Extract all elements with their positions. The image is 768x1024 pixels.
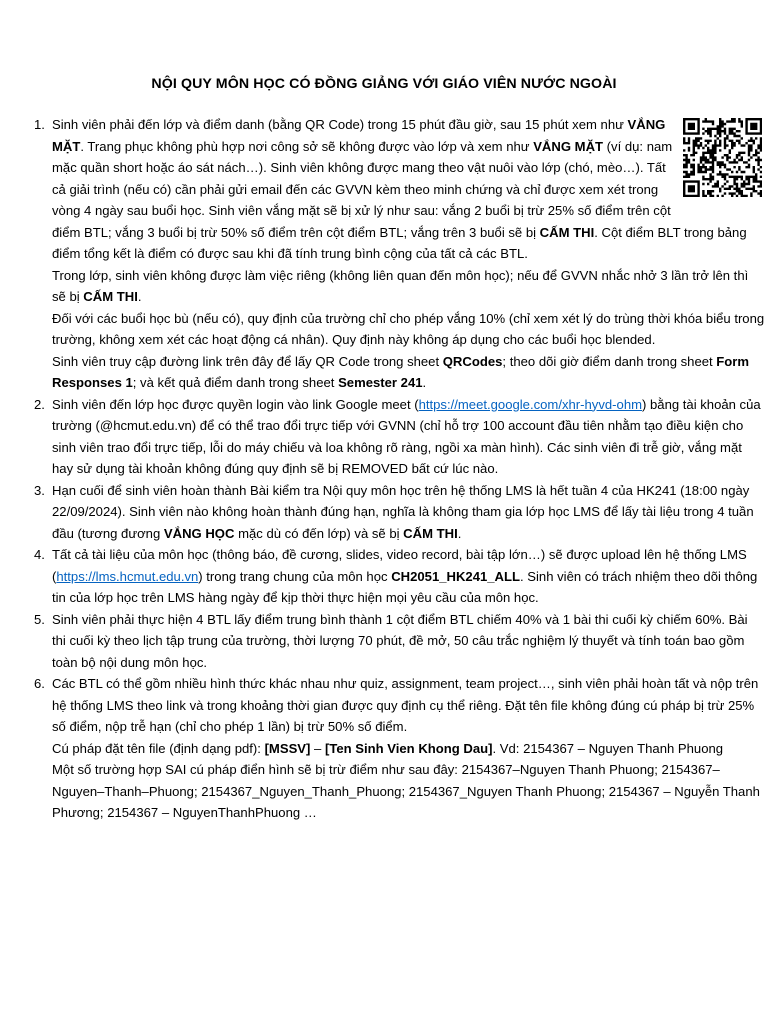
page-title: NỘI QUY MÔN HỌC CÓ ĐỒNG GIẢNG VỚI GIÁO VIÊN NƯỚC NGOÀI bbox=[151, 76, 617, 92]
text-run: – bbox=[310, 740, 325, 756]
bold-text: [Ten Sinh Vien Khong Dau] bbox=[324, 740, 493, 756]
rule-paragraph bbox=[52, 394, 765, 480]
text-run: Trong lớp, sinh viên không được làm việc riêng (không liên quan đến môn học); nếu để GVVN nhắc nhở 3 lần trở lên thì sẽ bị bbox=[52, 267, 749, 304]
text-run: Đối với các buổi học bù (nếu có), quy định của trường chỉ cho phép vắng 10% (chỉ xem xét lý do trùng thời khóa biểu trong trường, không xem xét các hoạt động cá nhân). Quy định này không áp dụng cho các buổi học blended. bbox=[52, 310, 765, 347]
bold-text: CH2051_HK241_ALL bbox=[391, 568, 521, 584]
qr-code[interactable] bbox=[683, 118, 763, 221]
text-run: . bbox=[457, 525, 462, 541]
bold-text: VẮNG MẶT bbox=[533, 138, 604, 154]
bold-text: CẤM THI bbox=[83, 289, 138, 304]
text-run: Tất cả tài liệu của môn học (thông báo, đề cương, slides, video record, bài tập lớn…) sẽ được upload lên hệ thống LMS ( bbox=[52, 547, 747, 584]
rule-paragraph bbox=[52, 351, 765, 394]
rule-number: 5. bbox=[34, 611, 45, 627]
rule-item bbox=[30, 609, 765, 674]
text-run: ; và kết quả điểm danh trong sheet bbox=[132, 375, 339, 390]
text-run: . bbox=[137, 289, 142, 304]
rule-item bbox=[30, 544, 765, 609]
rule-item bbox=[30, 673, 765, 824]
bold-text: [MSSV] bbox=[264, 740, 311, 756]
bold-text: CẤM THI bbox=[539, 224, 595, 240]
text-run: ; theo dõi giờ điểm danh trong sheet bbox=[502, 353, 717, 369]
rules-list bbox=[30, 114, 765, 824]
rule-paragraph bbox=[52, 308, 765, 351]
text-run: ) bằng tài khoản của trường (@hcmut.edu.vn) để có thể trao đổi trực tiếp với GVNN (chỉ hỗ trợ 100 account đầu tiên nhằm tạo điều kiện cho sinh viên trao đổi trực tiếp, lỗi do máy chiếu và loa không rõ ràng, ngồi xa màn hình). Các sinh viên đi trễ giờ, vắng mặt hay sử dụng tài khoản không đúng quy định sẽ bị REMOVED bất cứ lúc nào. bbox=[52, 396, 761, 476]
bold-text: CẤM THI bbox=[403, 525, 458, 541]
rule-number: 2. bbox=[34, 396, 45, 412]
rule-number: 6. bbox=[34, 676, 45, 691]
text-run: Sinh viên phải đến lớp và điểm danh (bằng QR Code) trong 15 phút đầu giờ, sau 15 phút xem như bbox=[52, 117, 628, 132]
bold-text: VẮNG MẶT bbox=[52, 117, 666, 154]
rule-paragraph bbox=[52, 609, 765, 674]
text-run: Một số trường hợp SAI cú pháp điển hình sẽ bị trừ điểm như sau đây: 2154367–Nguyen Thanh Phuong; 2154367–Nguyen–Thanh–Phuong; 2154367_Nguyen_Thanh_Phuong; 2154367_Nguyen Thanh Phuong; 2154367 – Nguyễn Thanh Phương; 2154367 – NguyenThanhPhuong … bbox=[52, 762, 760, 820]
rule-number: 1. bbox=[34, 117, 45, 132]
text-run: Sinh viên truy cập đường link trên đây để lấy QR Code trong sheet bbox=[52, 353, 443, 369]
rule-paragraph bbox=[52, 114, 765, 265]
text-run: Các BTL có thể gồm nhiều hình thức khác nhau như quiz, assignment, team project…, sinh viên phải hoàn tất và nộp trên hệ thống LMS theo link và trong khoảng thời gian được quy định cụ thể riêng. Đặt tên file không đúng cú pháp bị trừ 25% số điểm, nộp trễ hạn (chỉ cho phép 1 lần) bị trừ 50% số điểm. bbox=[52, 676, 759, 734]
bold-text: Semester 241 bbox=[338, 375, 423, 390]
text-run: Sinh viên đến lớp học được quyền login vào link Google meet ( bbox=[52, 396, 419, 412]
rule-paragraph bbox=[52, 480, 765, 545]
rule-number: 4. bbox=[34, 547, 45, 562]
text-run: mặc dù có đến lớp) và sẽ bị bbox=[234, 525, 404, 541]
text-run: . bbox=[422, 375, 427, 390]
text-run: Cú pháp đặt tên file (định dạng pdf): bbox=[52, 740, 265, 756]
text-run: . Cột điểm BLT trong bảng điểm tổng kết là điểm có được sau khi đã tính trung bình cộng của tất cả các BTL. bbox=[52, 224, 747, 261]
text-run: Sinh viên phải thực hiện 4 BTL lấy điểm trung bình thành 1 cột điểm BTL chiếm 40% và 1 bài thi cuối kỳ chiếm 60%. Bài thi cuối kỳ theo lịch tập trung của trường, thời lượng 70 phút, đề mở, 50 câu trắc nghiệm lý thuyết và tính toán bao gồm toàn bộ nội dung môn học. bbox=[52, 611, 748, 670]
rule-item bbox=[30, 394, 765, 480]
text-run: Hạn cuối để sinh viên hoàn thành Bài kiểm tra Nội quy môn học trên hệ thống LMS là hết tuần 4 của HK241 (18:00 ngày 22/09/2024). Sinh viên nào không hoàn thành đúng hạn, nghĩa là không tham gia lớp học LMS để lấy tài liệu trong 4 tuần đầu (tương đương bbox=[52, 482, 754, 541]
bold-text: QRCodes bbox=[442, 353, 503, 369]
rule-paragraph bbox=[52, 738, 765, 760]
text-run: . Sinh viên có trách nhiệm theo dõi thông tin của lớp học trên LMS hàng ngày để kịp thời thực hiện mọi yêu cầu của môn học. bbox=[52, 568, 758, 605]
rule-paragraph bbox=[52, 265, 765, 308]
text-run: . Trang phục không phù hợp nơi công sở sẽ không được vào lớp và xem như bbox=[80, 138, 534, 154]
rule-paragraph bbox=[52, 673, 765, 738]
text-run: ) trong trang chung của môn học bbox=[198, 568, 392, 584]
bold-text: Form Responses 1 bbox=[52, 353, 750, 390]
url-link[interactable]: https://meet.google.com/xhr-hyvd-ohm bbox=[418, 396, 643, 412]
rule-number: 3. bbox=[34, 482, 45, 498]
rule-paragraph bbox=[52, 759, 765, 824]
bold-text: VẮNG HỌC bbox=[163, 525, 235, 541]
rule-item bbox=[30, 114, 765, 394]
rule-item bbox=[30, 480, 765, 545]
rule-paragraph bbox=[52, 544, 765, 609]
text-run: (ví dụ: nam mặc quần short hoặc áo sát nách…). Sinh viên không được mang theo vật nuôi vào lớp (chó, mèo…). Tất cả giải trình (nếu có) cần phải gửi email đến các GVVN kèm theo minh chứng và chỉ được xem xét trong vòng 4 ngày sau buổi học. Sinh viên vắng mặt sẽ bị xử lý như sau: vắng 2 buổi bị trừ 25% số điểm trên cột điểm BTL; vắng 3 buổi bị trừ 50% số điểm trên cột điểm BTL; vắng trên 3 buổi sẽ bị bbox=[52, 138, 673, 240]
url-link[interactable]: https://lms.hcmut.edu.vn bbox=[56, 568, 199, 584]
qr-code-icon bbox=[683, 118, 762, 197]
text-run: . Vd: 2154367 – Nguyen Thanh Phuong bbox=[492, 740, 724, 756]
